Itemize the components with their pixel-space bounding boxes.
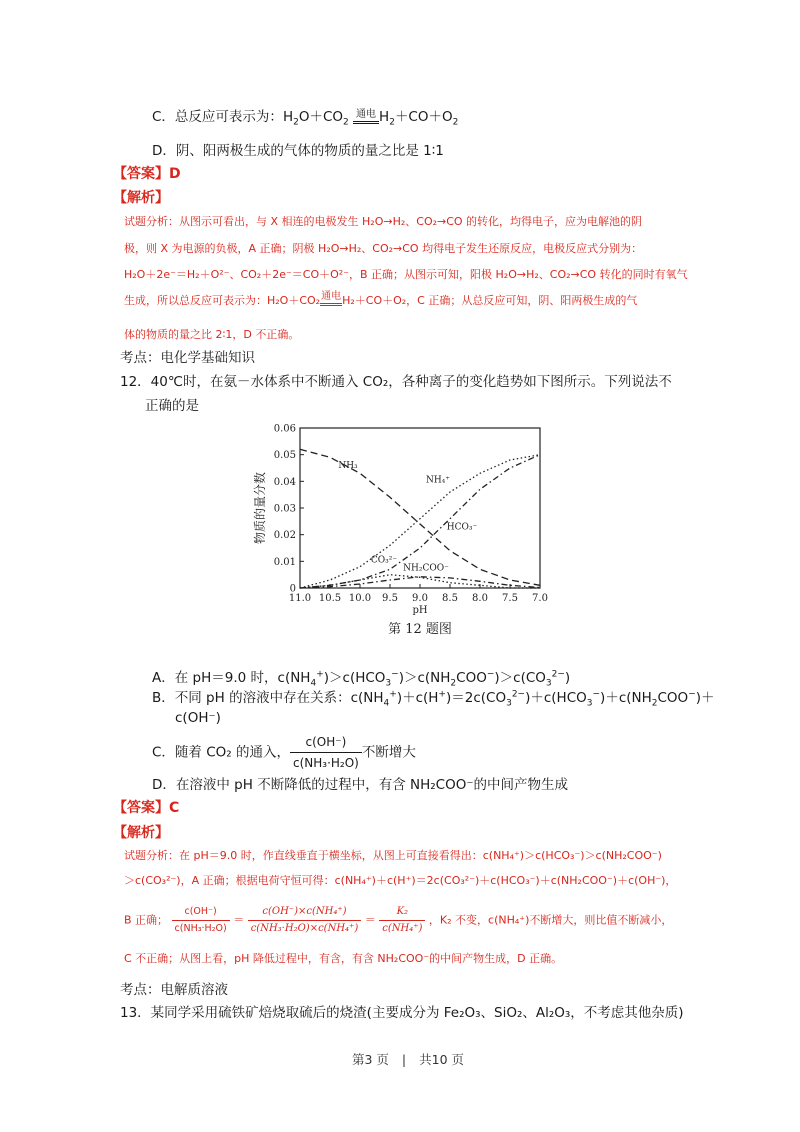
q12-chart: [244, 418, 548, 650]
q12-kaodian: 考点：电解质溶液: [120, 982, 228, 998]
q11-exp-line2: 极，则 X 为电源的负极，A 正确；阴极 H₂O→H₂、CO₂→CO 均得电子发生还原反应，电极反应式分别为：: [124, 242, 643, 255]
q12-option-a: A．在 pH＝9.0 时，$c(NH_4^+)>c(HCO_3^-)>c(NH_2COO^-)>c(CO_3^{2-})$: [152, 669, 571, 689]
y-tick-label: 0.02: [273, 530, 296, 542]
q11-exp-line4: 生成，所以总反应可表示为：H₂O＋CO₂ 通电 H₂＋CO＋O₂，C 正确；从总反应可知，阴、阳两极生成的气: [124, 291, 638, 307]
x-tick-label: 9.0: [412, 593, 428, 604]
q12-exp-line4: C 不正确；从图上看，pH 降低过程中，有含，有含 NH₂COO⁻的中间产物生成，D 正确。: [124, 952, 563, 965]
footer-page: 第3 页: [352, 1052, 389, 1067]
x-tick-label: 10.0: [348, 593, 372, 604]
x-tick-label: 8.5: [442, 593, 458, 604]
y-tick-label: 0.03: [273, 503, 296, 515]
q12-option-d: D．在溶液中 pH 不断降低的过程中，有含 NH₂COO⁻的中间产物生成: [152, 777, 568, 793]
q12-stem-line2: 正确的是: [145, 398, 199, 414]
q12-option-c-fraction: $\frac{c(OH^-)}{\text{c(NH₃·H₂O)}}$: [290, 733, 362, 772]
q11-exp-line5: 体的物质的量之比 2∶1，D 不正确。: [124, 328, 300, 341]
y-tick-label: 0.01: [273, 556, 296, 568]
q11-option-c: C．总反应可表示为：$H_2O+CO_2$ 通电 $H_2+CO+O_2$: [152, 109, 459, 128]
q12-exp-line3: B 正确； $\frac{c(OH^-)}{\text{c(NH₃·H₂O)}}$ ＝ $\frac{\text{c(OH⁻)×c(NH₄⁺)}}{\text{c(NH₃·H₂O)×c(NH₄⁺)}}$ ＝ $\frac{\text{K₂}}{\text{c(NH₄⁺)}}$ ，K₂ 不变，c(NH₄⁺)不断增大，则比值不断减小，: [124, 906, 673, 934]
q12-stem-line1: 12．40℃时，在氨－水体系中不断通入 CO₂，各种离子的变化趋势如下图所示。下列说法不: [120, 374, 672, 390]
x-tick-label: 11.0: [288, 593, 312, 604]
q11-exp-line1: 试题分析：从图示可看出，与 X 相连的电极发生 H₂O→H₂、CO₂→CO 的转化，均得电子，应为电解池的阴: [124, 215, 643, 228]
series-label: CO₃²⁻: [370, 555, 398, 566]
x-tick-label: 8.0: [472, 593, 488, 604]
q11-answer: 【答案】D: [113, 166, 181, 182]
q11-analysis-label: 【解析】: [113, 190, 169, 206]
x-tick-label: 10.5: [318, 593, 342, 604]
electrolysis-arrow: 通电: [353, 110, 379, 124]
series-label: NH₂COO⁻: [403, 563, 449, 574]
x-tick-label: 7.5: [502, 593, 518, 604]
series-label: NH₃: [338, 461, 358, 471]
figure-caption: 第 12 题图: [388, 622, 452, 637]
y-axis-label: 物质的量分数: [253, 471, 267, 545]
q13-stem-line1: 13．某同学采用硫铁矿焙烧取硫后的烧渣(主要成分为 Fe₂O₃、SiO₂、Al₂O₃，不考虑其他杂质): [120, 1005, 684, 1021]
page-footer: [352, 1050, 464, 1068]
footer-total: 共10 页: [419, 1052, 465, 1067]
x-tick-label: 9.5: [382, 593, 398, 604]
footer-sep: |: [401, 1052, 407, 1067]
q11-exp-line3: H₂O＋2e⁻＝H₂＋O²⁻、CO₂＋2e⁻＝CO＋O²⁻，B 正确；从图示可知，阳极 H₂O→H₂、CO₂→CO 转化的同时有氧气: [124, 268, 688, 281]
series-label: NH₄⁺: [425, 475, 451, 486]
q12-analysis-label: 【解析】: [113, 825, 169, 841]
x-tick-label: 7.0: [532, 593, 548, 604]
q12-option-c: C．随着 CO₂ 的通入， $\frac{c(OH^-)}{\text{c(NH₃·H₂O)}}$ 不断增大: [152, 735, 416, 770]
x-axis-label: pH: [412, 605, 428, 616]
q12-option-b-line1: B．不同 pH 的溶液中存在关系：$c(NH_4^+)+c(H^+)=2c(CO_3^{2-})+c(HCO_3^-)+c(NH_2COO^-)+$: [152, 689, 715, 709]
q12-exp-line2: ＞c(CO₃²⁻)，A 正确；根据电荷守恒可得：c(NH₄⁺)＋c(H⁺)＝2c(CO₃²⁻)＋c(HCO₃⁻)＋c(NH₂COO⁻)＋c(OH⁻)，: [124, 874, 677, 887]
y-tick-label: 0.05: [273, 450, 296, 462]
y-tick-label: 0: [289, 583, 296, 595]
q11-option-d: D．阴、阳两极生成的气体的物质的量之比是 1∶1: [152, 143, 444, 159]
series-label: HCO₃⁻: [446, 522, 478, 533]
q12-exp-line1: 试题分析：在 pH＝9.0 时，作直线垂直于横坐标，从图上可直接看得出：c(NH₄⁺)＞c(HCO₃⁻)＞c(NH₂COO⁻): [124, 849, 662, 862]
q12-answer: 【答案】C: [113, 800, 180, 816]
q11-kaodian: 考点：电化学基础知识: [120, 350, 255, 366]
y-tick-label: 0.04: [273, 476, 296, 488]
q12-option-b-line2: c(OH⁻): [175, 710, 221, 726]
y-tick-label: 0.06: [273, 423, 296, 435]
